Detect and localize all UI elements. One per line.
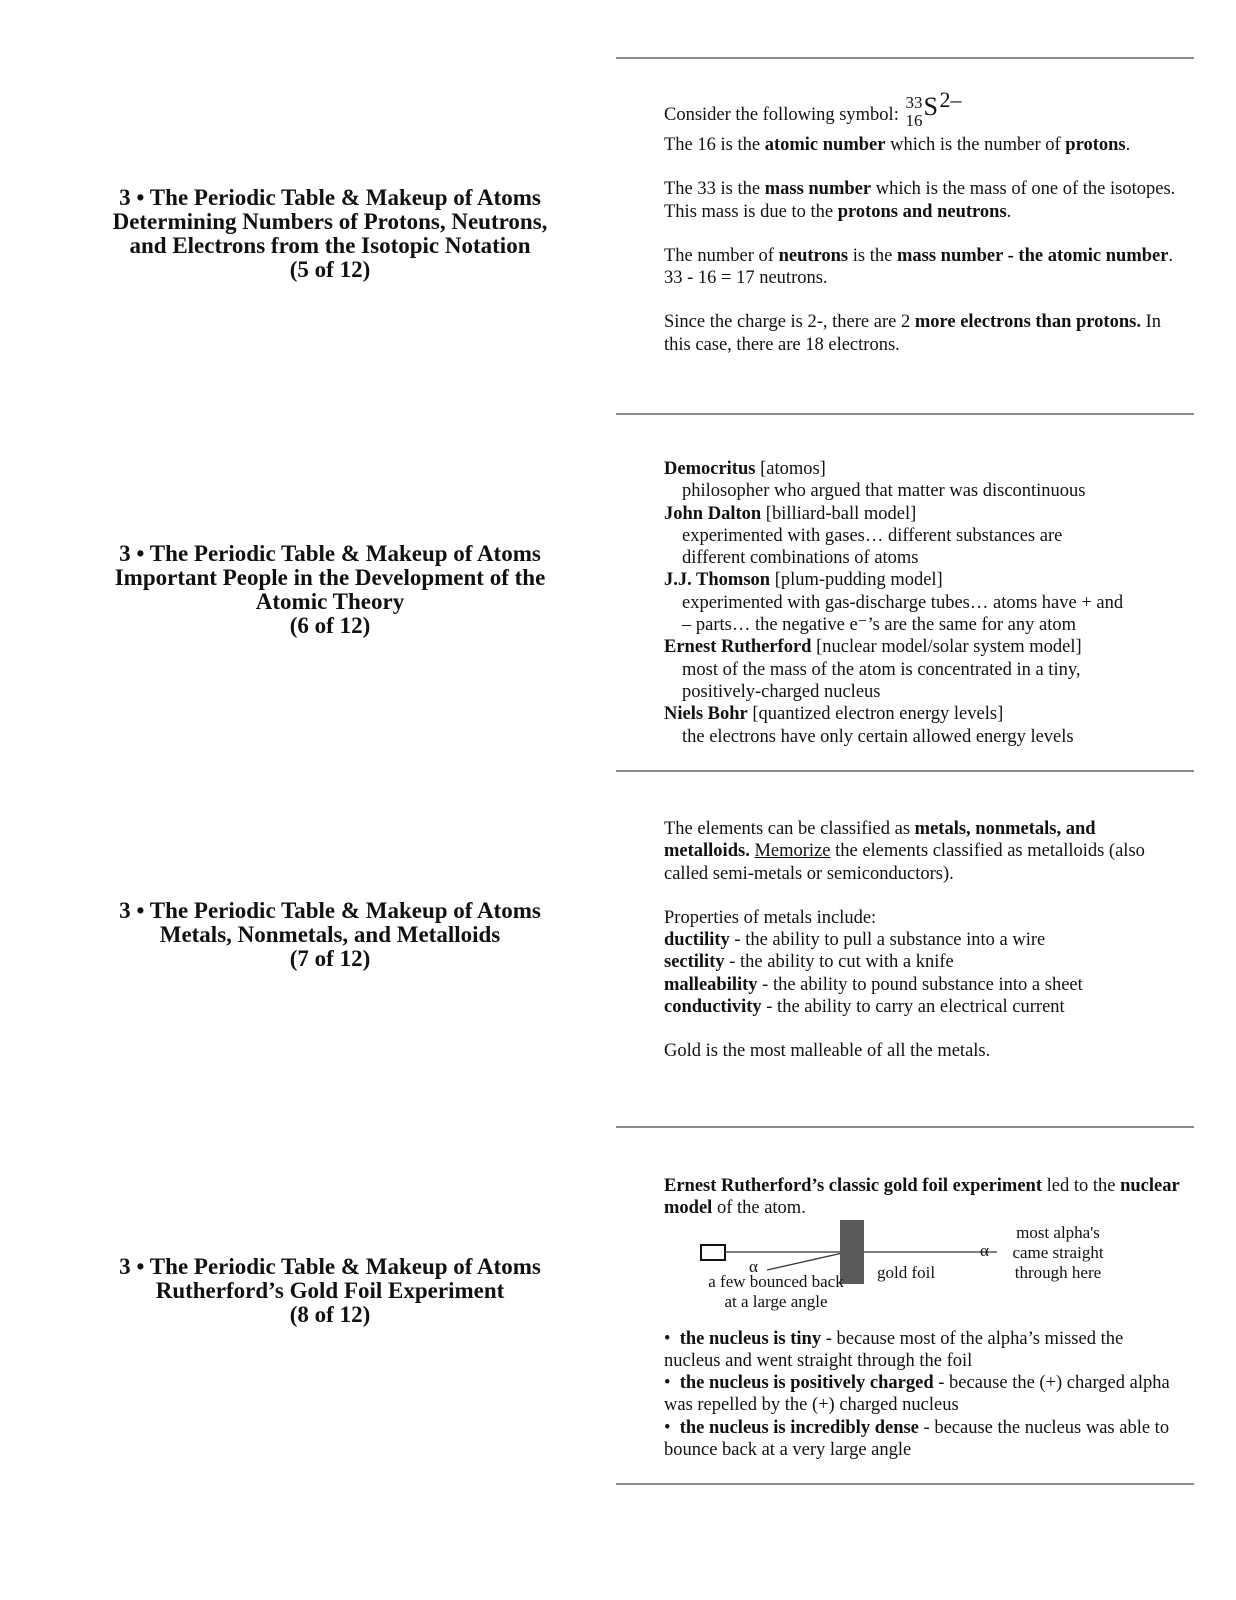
- consider-line: [664, 87, 1184, 130]
- person-desc: experimented with gas-discharge tubes… atoms have + and: [682, 592, 1124, 613]
- divider-rule: [616, 413, 1194, 415]
- slide-notes-5: [664, 87, 1184, 356]
- isotope-symbol: [903, 87, 967, 130]
- title-line: and Electrons from the Isotopic Notation: [129, 233, 531, 258]
- gold-foil-label: gold foil: [877, 1262, 936, 1282]
- title-line: (8 of 12): [289, 1302, 371, 1327]
- alpha-label: α: [980, 1240, 989, 1260]
- person-desc: most of the mass of the atom is concentrated in a tiny,: [682, 659, 1081, 680]
- property-item: sectility - the ability to cut with a knife: [664, 952, 954, 973]
- property-item: conductivity - the ability to carry an electrical current: [664, 997, 1065, 1018]
- title-line: Rutherford’s Gold Foil Experiment: [155, 1278, 505, 1303]
- title-line: Atomic Theory: [255, 589, 405, 614]
- person-entry: J.J. Thomson [plum-pudding model]: [664, 570, 943, 591]
- slide-notes-6: [664, 458, 1184, 748]
- slide-notes-7: [664, 818, 1184, 1063]
- divider-rule: [616, 57, 1194, 59]
- title-line: 3 • The Periodic Table & Makeup of Atoms: [119, 898, 541, 923]
- properties-heading: Properties of metals include:: [664, 907, 877, 928]
- slide-title-6: [60, 542, 600, 638]
- gold-foil-diagram: [664, 1220, 1184, 1328]
- person-desc: the electrons have only certain allowed energy levels: [682, 726, 1074, 747]
- person-entry: Ernest Rutherford [nuclear model/solar system model]: [664, 637, 1082, 658]
- person-desc: philosopher who argued that matter was discontinuous: [682, 481, 1086, 502]
- title-line: (7 of 12): [289, 946, 371, 971]
- consider-text: Consider the following symbol:: [664, 105, 899, 125]
- alpha-source-icon: [701, 1245, 725, 1260]
- title-line: (5 of 12): [289, 257, 371, 282]
- slide-title-7: [60, 899, 600, 971]
- electrons-para: Since the charge is 2-, there are 2 more electrons than protons. In this case, there are 18 electrons.: [664, 312, 1161, 355]
- deflected-path-line: [767, 1252, 847, 1270]
- person-entry: Niels Bohr [quantized electron energy levels]: [664, 704, 1004, 725]
- title-line: 3 • The Periodic Table & Makeup of Atoms: [119, 185, 541, 210]
- mass-number-para: The 33 is the mass number which is the mass of one of the isotopes. This mass is due to the protons and neutrons.: [664, 179, 1176, 222]
- title-line: 3 • The Periodic Table & Makeup of Atoms: [119, 541, 541, 566]
- person-desc: experimented with gases… different substances are: [682, 525, 1063, 546]
- gold-fact: Gold is the most malleable of all the metals.: [664, 1041, 991, 1062]
- person-desc: different combinations of atoms: [682, 548, 919, 569]
- title-line: Determining Numbers of Protons, Neutrons,: [112, 209, 548, 234]
- title-line: 3 • The Periodic Table & Makeup of Atoms: [119, 1254, 541, 1279]
- divider-rule: [616, 770, 1194, 772]
- isotope-element: S: [923, 92, 938, 121]
- rutherford-intro: Ernest Rutherford’s classic gold foil experiment led to the nuclear model of the atom.: [664, 1176, 1180, 1219]
- person-entry: Democritus [atomos]: [664, 459, 826, 479]
- property-item: malleability - the ability to pound substance into a sheet: [664, 974, 1083, 995]
- isotope-mass: 33: [905, 93, 923, 112]
- isotope-charge: 2–: [939, 87, 962, 112]
- person-desc: – parts… the negative e⁻’s are the same for any atom: [682, 615, 1077, 636]
- alpha-label: α: [749, 1256, 758, 1276]
- divider-rule: [616, 1483, 1194, 1485]
- title-line: Metals, Nonmetals, and Metalloids: [159, 922, 501, 947]
- slide-title-8: [60, 1255, 600, 1327]
- isotope-atomic: 16: [905, 111, 923, 130]
- neutrons-para: The number of neutrons is the mass number - the atomic number. 33 - 16 = 17 neutrons.: [664, 245, 1174, 289]
- bounced-label: a few bounced back at a large angle: [708, 1271, 844, 1311]
- person-entry: John Dalton [billiard-ball model]: [664, 503, 917, 524]
- title-line: Important People in the Development of the: [114, 565, 546, 590]
- slide-notes-8: [664, 1175, 1184, 1461]
- property-item: ductility - the ability to pull a substance into a wire: [664, 930, 1046, 951]
- title-line: (6 of 12): [289, 613, 371, 638]
- atomic-number-para: The 16 is the atomic number which is the number of protons.: [664, 135, 1131, 155]
- classification-para: The elements can be classified as metals, nonmetals, and metalloids. Memorize the elements classified as metalloids (also called semi-metals or semiconductors).: [664, 819, 1145, 884]
- divider-rule: [616, 1126, 1194, 1128]
- conclusion-bullet: • the nucleus is positively charged - because the (+) charged alpha was repelled by the (+) charged nucleus: [664, 1373, 1170, 1416]
- straight-through-label: most alpha's came straight through here: [1012, 1222, 1104, 1282]
- person-desc: positively-charged nucleus: [682, 681, 881, 702]
- conclusion-bullet: • the nucleus is tiny - because most of the alpha’s missed the nucleus and went straight through the foil: [664, 1328, 1124, 1371]
- conclusion-bullet: • the nucleus is incredibly dense - because the nucleus was able to bounce back at a very large angle: [664, 1417, 1170, 1461]
- slide-title-5: [60, 186, 600, 282]
